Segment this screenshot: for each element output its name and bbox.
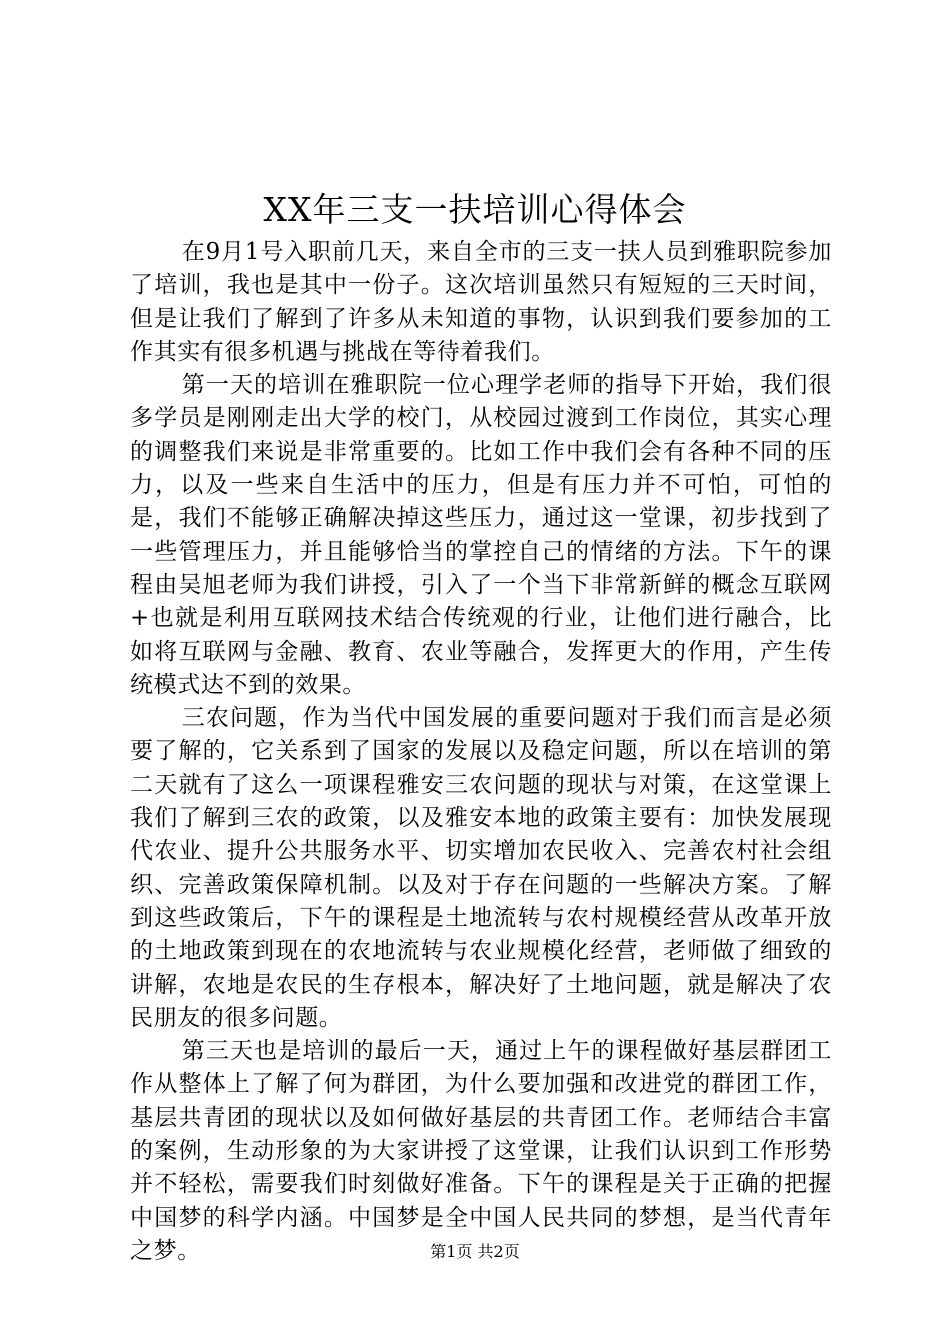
paragraph-3: 三农问题，作为当代中国发展的重要问题对于我们而言是必须要了解的，它关系到了国家的发展以及稳定问题，所以在培训的第二天就有了这么一项课程雅安三农问题的现状与对策，在这堂课上我们了解到三农的政策，以及雅安本地的政策主要有：加快发展现代农业、提升公共服务水平、切实增加农民收入、完善农村社会组织、完善政策保障机制。以及对于存在问题的一些解决方案。了解到这些政策后，下午的课程是土地流转与农村规模经营从改革开放的土地政策到现在的农地流转与农业规模化经营，老师做了细致的讲解，农地是农民的生存根本，解决好了土地问题，就是解决了农民朋友的很多问题。: [130, 705, 832, 1031]
paragraph-2: 第一天的培训在雅职院一位心理学老师的指导下开始，我们很多学员是刚刚走出大学的校门，从校园过渡到工作岗位，其实心理的调整我们来说是非常重要的。比如工作中我们会有各种不同的压力，以及一些来自生活中的压力，但是有压力并不可怕，可怕的是，我们不能够正确解决掉这些压力，通过这一堂课，初步找到了一些管理压力，并且能够恰当的掌控自己的情绪的方法。下午的课程由吴旭老师为我们讲授，引入了一个当下非常新鲜的概念互联网+也就是利用互联网技术结合传统观的行业，让他们进行融合，比如将互联网与金融、教育、农业等融合，发挥更大的作用，产生传统模式达不到的效果。: [130, 372, 832, 698]
document-body: [130, 236, 832, 1268]
paragraph-4: 第三天也是培训的最后一天，通过上午的课程做好基层群团工作从整体上了解了何为群团，为什么要加强和改进党的群团工作，基层共青团的现状以及如何做好基层的共青团工作。老师结合丰富的案例，生动形象的为大家讲授了这堂课，让我们认识到工作形势并不轻松，需要我们时刻做好准备。下午的课程是关于正确的把握中国梦的科学内涵。中国梦是全中国人民共同的梦想，是当代青年之梦。: [130, 1038, 832, 1264]
page-number-footer: 第1页 共2页: [430, 1242, 520, 1261]
document-title: XX年三支一扶培训心得体会: [263, 190, 687, 229]
paragraph-1: 在9月1号入职前几天，来自全市的三支一扶人员到雅职院参加了培训，我也是其中一份子。这次培训虽然只有短短的三天时间，但是让我们了解到了许多从未知道的事物，认识到我们要参加的工作其实有很多机遇与挑战在等待着我们。: [130, 239, 832, 365]
